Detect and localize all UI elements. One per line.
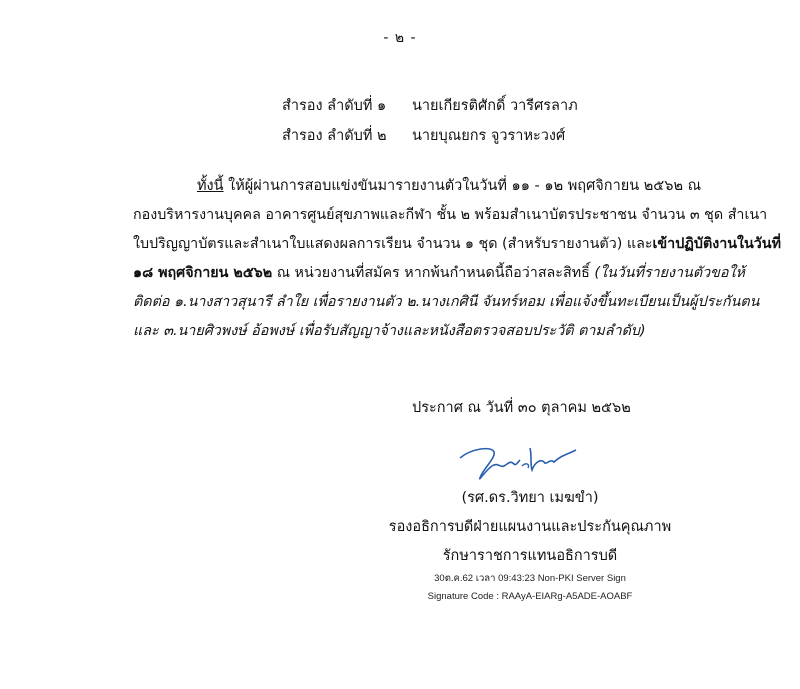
body-line-1-text: ให้ผู้ผ่านการสอบแข่งขันมารายงานตัวในวันที่ ๑๑ - ๑๒ พฤศจิกายน ๒๕๖๒ ณ bbox=[223, 178, 702, 194]
body-line-3 bbox=[133, 234, 781, 254]
esign-code: Signature Code : RAAyA-EIARg-A5ADE-AOABF bbox=[427, 591, 633, 602]
body-line-4-bold: ๑๘ พฤศจิกายน ๒๕๖๒ bbox=[133, 265, 273, 281]
announce-date: ประกาศ ณ วันที่ ๓๐ ตุลาคม ๒๕๖๒ bbox=[412, 400, 631, 416]
body-line-5: ติดต่อ ๑.นางสาวสุนารี ลำใย เพื่อรายงานตัว ๒.นางเกศินี จันทร์หอม เพื่อแจ้งขึ้นทะเบียนเป็นผู้ประกันตน bbox=[133, 294, 760, 310]
body-lead-word: ทั้งนี้ bbox=[197, 178, 224, 194]
body-line-6: และ ๓.นายศิวพงษ์ อ้อพงษ์ เพื่อรับสัญญาจ้างและหนังสือตรวจสอบประวัติ ตามลำดับ) bbox=[133, 323, 646, 339]
alternate-1-name: นายเกียรติศักดิ์ วารีศรลาภ bbox=[412, 98, 578, 114]
alternate-1-label: สำรอง ลำดับที่ ๑ bbox=[282, 98, 387, 114]
handwritten-signature bbox=[452, 440, 582, 485]
body-line-4 bbox=[133, 263, 745, 283]
body-line-4-italic: (ในวันที่รายงานตัวขอให้ bbox=[594, 265, 745, 281]
body-line-4-text: ณ หน่วยงานที่สมัคร หากพ้นกำหนดนี้ถือว่าสละสิทธิ์ bbox=[272, 265, 595, 281]
body-line-3-bold: เข้าปฏิบัติงานในวันที่ bbox=[652, 236, 781, 252]
alternate-2-label: สำรอง ลำดับที่ ๒ bbox=[282, 128, 387, 144]
body-line-2: กองบริหารงานบุคคล อาคารศูนย์สุขภาพและกีฬา ชั้น ๒ พร้อมสำเนาบัตรประชาชน จำนวน ๓ ชุด สำเนา bbox=[133, 207, 768, 223]
body-line-1 bbox=[197, 176, 701, 196]
page-number: - ๒ - bbox=[383, 30, 417, 46]
signer-position: รองอธิการบดีฝ่ายแผนงานและประกันคุณภาพ bbox=[388, 519, 672, 535]
body-line-3-text: ใบปริญญาบัตรและสำเนาใบแสดงผลการเรียน จำนวน ๑ ชุด (สำหรับรายงานตัว) และ bbox=[133, 236, 653, 252]
signer-acting: รักษาราชการแทนอธิการบดี bbox=[442, 548, 618, 564]
signer-name: (รศ.ดร.วิทยา เมฆขำ) bbox=[461, 490, 599, 506]
alternate-2-name: นายบุณยกร จูวราหะวงศ์ bbox=[412, 128, 566, 144]
esign-timestamp: 30ต.ค.62 เวลา 09:43:23 Non-PKI Server Sign bbox=[434, 573, 626, 584]
